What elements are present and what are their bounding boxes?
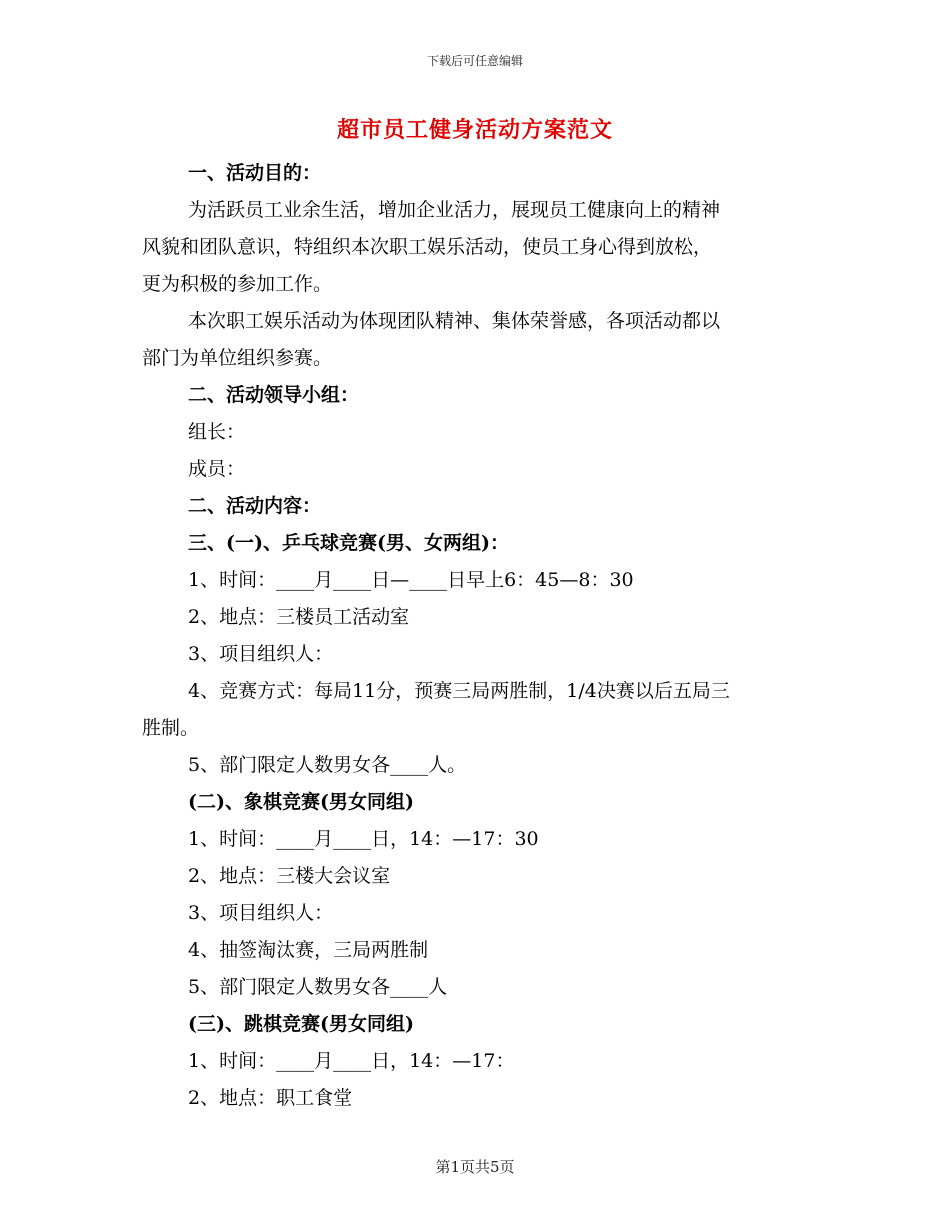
purpose-paragraph-line-3: 更为积极的参加工作。 [142, 273, 333, 295]
section-heading-purpose: 一、活动目的： [188, 162, 322, 184]
pingpong-item-format-line-1: 4、竞赛方式：每局11分，预赛三局两胜制，1/4决赛以后五局三 [188, 680, 730, 702]
pingpong-heading: 三、(一)、乒乓球竞赛(男、女两组)： [188, 532, 509, 554]
pingpong-item-time: 1、时间：____月____日—____日早上6：45—8：30 [188, 569, 634, 591]
chess-item-organizer: 3、项目组织人： [188, 902, 334, 924]
document-title: 超市员工健身活动方案范文 [336, 117, 613, 143]
purpose-paragraph2-line-2: 部门为单位组织参赛。 [142, 347, 333, 369]
purpose-paragraph2-line-1: 本次职工娱乐活动为体现团队精神、集体荣誉感，各项活动都以 [188, 310, 721, 332]
purpose-paragraph-line-2: 风貌和团队意识，特组织本次职工娱乐活动，使员工身心得到放松， [142, 236, 713, 258]
chess-heading: (二)、象棋竞赛(男女同组) [188, 791, 414, 813]
pingpong-item-location: 2、地点：三楼员工活动室 [188, 606, 410, 628]
chess-item-format: 4、抽签淘汰赛，三局两胜制 [188, 939, 429, 961]
checkers-item-time: 1、时间：____月____日，14：—17： [188, 1050, 515, 1072]
purpose-paragraph-line-1: 为活跃员工业余生活，增加企业活力，展现员工健康向上的精神 [188, 199, 721, 221]
pingpong-item-limit: 5、部门限定人数男女各____人。 [188, 754, 467, 776]
page-number-footer: 第1页共5页 [435, 1158, 515, 1176]
section-heading-content: 二、活动内容： [188, 495, 322, 517]
leader-label: 组长： [188, 421, 246, 443]
chess-item-location: 2、地点：三楼大会议室 [188, 865, 391, 887]
section-heading-leadership: 二、活动领导小组： [188, 384, 360, 406]
pingpong-item-organizer: 3、项目组织人： [188, 643, 334, 665]
pingpong-item-format-line-2: 胜制。 [142, 717, 200, 739]
page-header-note: 下载后可任意编辑 [426, 54, 523, 68]
checkers-heading: (三)、跳棋竞赛(男女同组) [188, 1013, 414, 1035]
document-body [142, 155, 810, 1117]
chess-item-time: 1、时间：____月____日，14：—17：30 [188, 828, 539, 850]
checkers-item-location: 2、地点：职工食堂 [188, 1087, 353, 1109]
chess-item-limit: 5、部门限定人数男女各____人 [188, 976, 448, 998]
members-label: 成员： [188, 458, 246, 480]
